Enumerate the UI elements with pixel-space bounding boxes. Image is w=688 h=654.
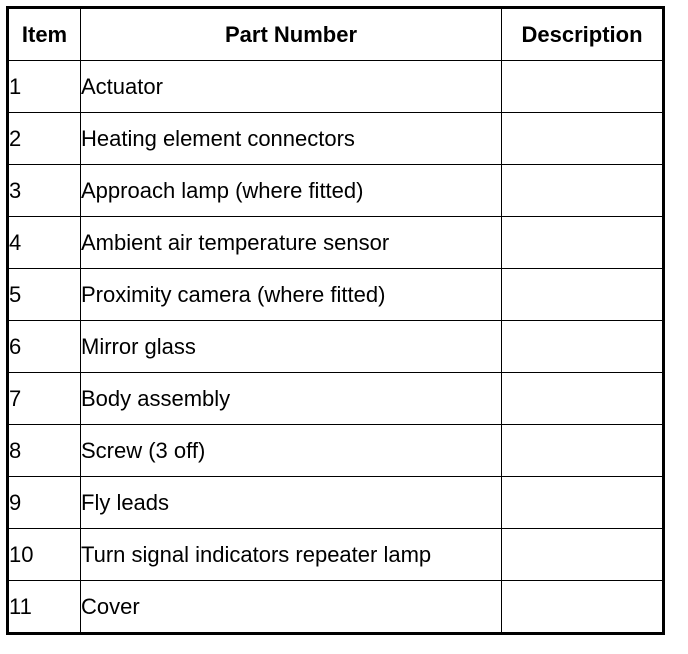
- item-cell: 3: [8, 165, 81, 217]
- part-number-cell: Mirror glass: [81, 321, 502, 373]
- table-row: [8, 269, 664, 321]
- part-number-cell: Body assembly: [81, 373, 502, 425]
- table-row: [8, 165, 664, 217]
- table-row: [8, 321, 664, 373]
- item-cell: 4: [8, 217, 81, 269]
- item-cell: 11: [8, 581, 81, 634]
- parts-table: [6, 6, 665, 635]
- part-number-cell: Ambient air temperature sensor: [81, 217, 502, 269]
- table-header-row: [8, 8, 664, 61]
- description-cell: [502, 529, 664, 581]
- description-cell: [502, 477, 664, 529]
- table-row: [8, 529, 664, 581]
- table-row: [8, 581, 664, 634]
- table-row: [8, 477, 664, 529]
- header-part-number: Part Number: [81, 8, 502, 61]
- description-cell: [502, 165, 664, 217]
- header-item: Item: [8, 8, 81, 61]
- table-row: [8, 217, 664, 269]
- header-description: Description: [502, 8, 664, 61]
- part-number-cell: Fly leads: [81, 477, 502, 529]
- description-cell: [502, 425, 664, 477]
- table-row: [8, 113, 664, 165]
- item-cell: 9: [8, 477, 81, 529]
- part-number-cell: Screw (3 off): [81, 425, 502, 477]
- description-cell: [502, 581, 664, 634]
- item-cell: 2: [8, 113, 81, 165]
- description-cell: [502, 61, 664, 113]
- description-cell: [502, 113, 664, 165]
- description-cell: [502, 217, 664, 269]
- item-cell: 1: [8, 61, 81, 113]
- item-cell: 7: [8, 373, 81, 425]
- part-number-cell: Cover: [81, 581, 502, 634]
- table-row: [8, 61, 664, 113]
- item-cell: 8: [8, 425, 81, 477]
- description-cell: [502, 373, 664, 425]
- part-number-cell: Turn signal indicators repeater lamp: [81, 529, 502, 581]
- table-row: [8, 373, 664, 425]
- table-body: [8, 61, 664, 634]
- description-cell: [502, 269, 664, 321]
- table-row: [8, 425, 664, 477]
- part-number-cell: Actuator: [81, 61, 502, 113]
- part-number-cell: Proximity camera (where fitted): [81, 269, 502, 321]
- item-cell: 6: [8, 321, 81, 373]
- item-cell: 5: [8, 269, 81, 321]
- part-number-cell: Heating element connectors: [81, 113, 502, 165]
- item-cell: 10: [8, 529, 81, 581]
- description-cell: [502, 321, 664, 373]
- part-number-cell: Approach lamp (where fitted): [81, 165, 502, 217]
